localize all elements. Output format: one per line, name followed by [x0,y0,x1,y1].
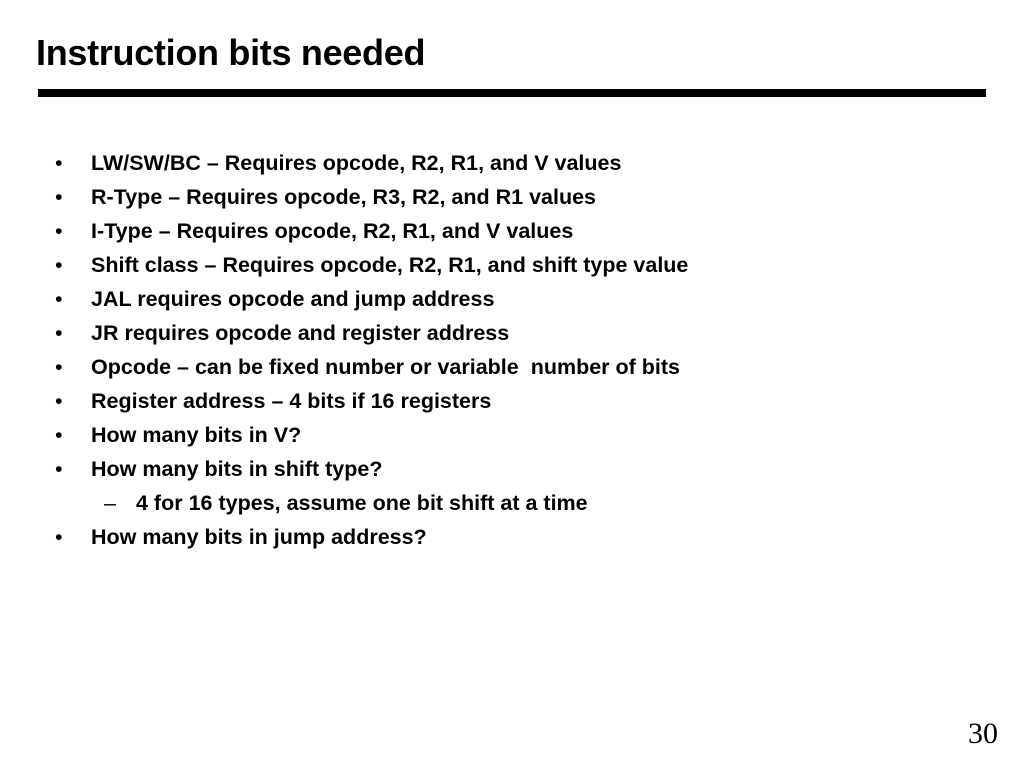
bullet-list [0,146,1000,554]
bullet-icon: • [55,253,63,277]
bullet-text: R-Type – Requires opcode, R3, R2, and R1 values [91,185,596,209]
page-number: 30 [968,717,998,750]
bullet-icon: • [55,389,63,413]
bullet-icon: • [55,287,63,311]
title-divider [38,89,986,97]
sub-list-item [0,486,1000,520]
slide-title: Instruction bits needed [36,32,426,73]
bullet-icon: • [55,355,63,379]
list-item [0,248,1000,282]
bullet-text: How many bits in V? [91,423,302,447]
list-item [0,520,1000,554]
bullet-text: LW/SW/BC – Requires opcode, R2, R1, and V values [91,151,622,175]
list-item [0,418,1000,452]
list-item [0,282,1000,316]
bullet-icon: • [55,457,63,481]
bullet-icon: • [55,423,63,447]
bullet-text: Opcode – can be fixed number or variable number of bits [91,355,680,379]
bullet-text: How many bits in jump address? [91,525,427,549]
list-item [0,316,1000,350]
bullet-icon: • [55,525,63,549]
bullet-text: JAL requires opcode and jump address [91,287,495,311]
dash-icon: – [104,491,116,515]
bullet-icon: • [55,219,63,243]
list-item [0,180,1000,214]
bullet-text: Shift class – Requires opcode, R2, R1, and shift type value [91,253,689,277]
bullet-text: Register address – 4 bits if 16 registers [91,389,492,413]
list-item [0,214,1000,248]
bullet-icon: • [55,151,63,175]
bullet-text: How many bits in shift type? [91,457,383,481]
bullet-icon: • [55,185,63,209]
list-item [0,384,1000,418]
bullet-text: JR requires opcode and register address [91,321,510,345]
list-item [0,350,1000,384]
sub-bullet-text: 4 for 16 types, assume one bit shift at a time [136,491,588,515]
bullet-icon: • [55,321,63,345]
list-item [0,452,1000,486]
list-item [0,146,1000,180]
bullet-text: I-Type – Requires opcode, R2, R1, and V values [91,219,574,243]
